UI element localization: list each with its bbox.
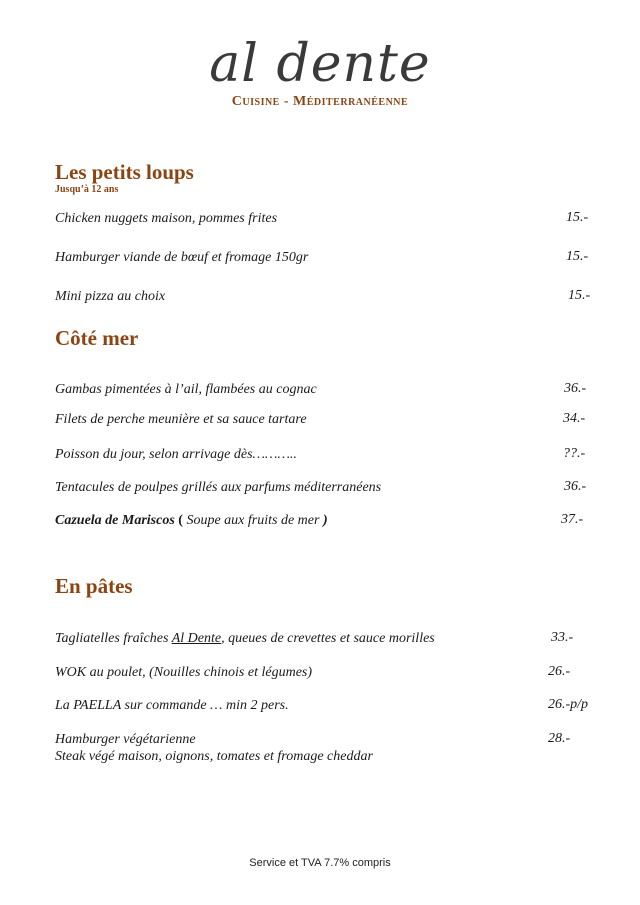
menu-item-price: 26.- — [548, 664, 571, 679]
section-title-kids: Les petits loups — [55, 160, 194, 184]
menu-item-paren-close: ) — [319, 513, 328, 528]
menu-item-name-after: , queues de crevettes et sauce morilles — [221, 631, 435, 646]
menu-item-price: 37.- — [561, 512, 584, 527]
menu-item: Poisson du jour, selon arrivage dès……….. — [55, 447, 297, 462]
menu-item-brand-link: Al Dente — [171, 631, 222, 646]
menu-item-name-bold: Cazuela de Mariscos — [55, 513, 175, 528]
logo — [0, 34, 640, 110]
footer-note: Service et TVA 7.7% compris — [249, 857, 391, 869]
menu-item: La PAELLA sur commande … min 2 pers. — [55, 698, 289, 713]
menu-item-detail: Steak végé maison, oignons, tomates et fromage cheddar — [55, 749, 373, 764]
menu-item-price: 28.- — [548, 731, 571, 746]
menu-item: Tentacules de poulpes grillés aux parfums méditerranéens — [55, 480, 382, 495]
section-title-sea: Côté mer — [55, 326, 139, 350]
menu-item: WOK au poulet, (Nouilles chinois et légumes) — [55, 665, 313, 680]
menu-item-price: 15.- — [568, 288, 591, 303]
menu-item: Chicken nuggets maison, pommes frites — [55, 211, 278, 226]
menu-item — [55, 512, 328, 529]
menu-item-price: 15.- — [566, 210, 589, 225]
menu-item-price: 36.- — [564, 479, 587, 494]
menu-item: Hamburger viande de bœuf et fromage 150gr — [55, 250, 309, 265]
menu-item-name-before: Tagliatelles fraîches — [55, 631, 172, 646]
menu-item: Gambas pimentées à l’ail, flambées au cognac — [55, 382, 317, 397]
section-title-pasta: En pâtes — [55, 574, 133, 598]
menu-item-price: 26.-p/p — [548, 697, 589, 712]
menu-item-name-rest: Soupe aux fruits de mer — [186, 513, 320, 528]
menu-item-price: ??.- — [563, 446, 586, 461]
brand-name: al dente — [209, 34, 431, 94]
menu-item-price: 36.- — [564, 381, 587, 396]
menu-item-price: 15.- — [566, 249, 589, 264]
menu-item-price: 33.- — [551, 630, 574, 645]
menu-item: Filets de perche meunière et sa sauce tartare — [55, 412, 307, 427]
menu-item: Hamburger végétarienne — [55, 732, 196, 747]
menu-item: Mini pizza au choix — [55, 289, 166, 304]
menu-item-paren-open: ( — [174, 513, 187, 528]
brand-tagline: Cuisine - Méditerranéenne — [231, 94, 409, 109]
menu-item — [55, 630, 435, 647]
section-subtitle-kids: Jusqu’à 12 ans — [55, 184, 119, 195]
menu-item-price: 34.- — [563, 411, 586, 426]
